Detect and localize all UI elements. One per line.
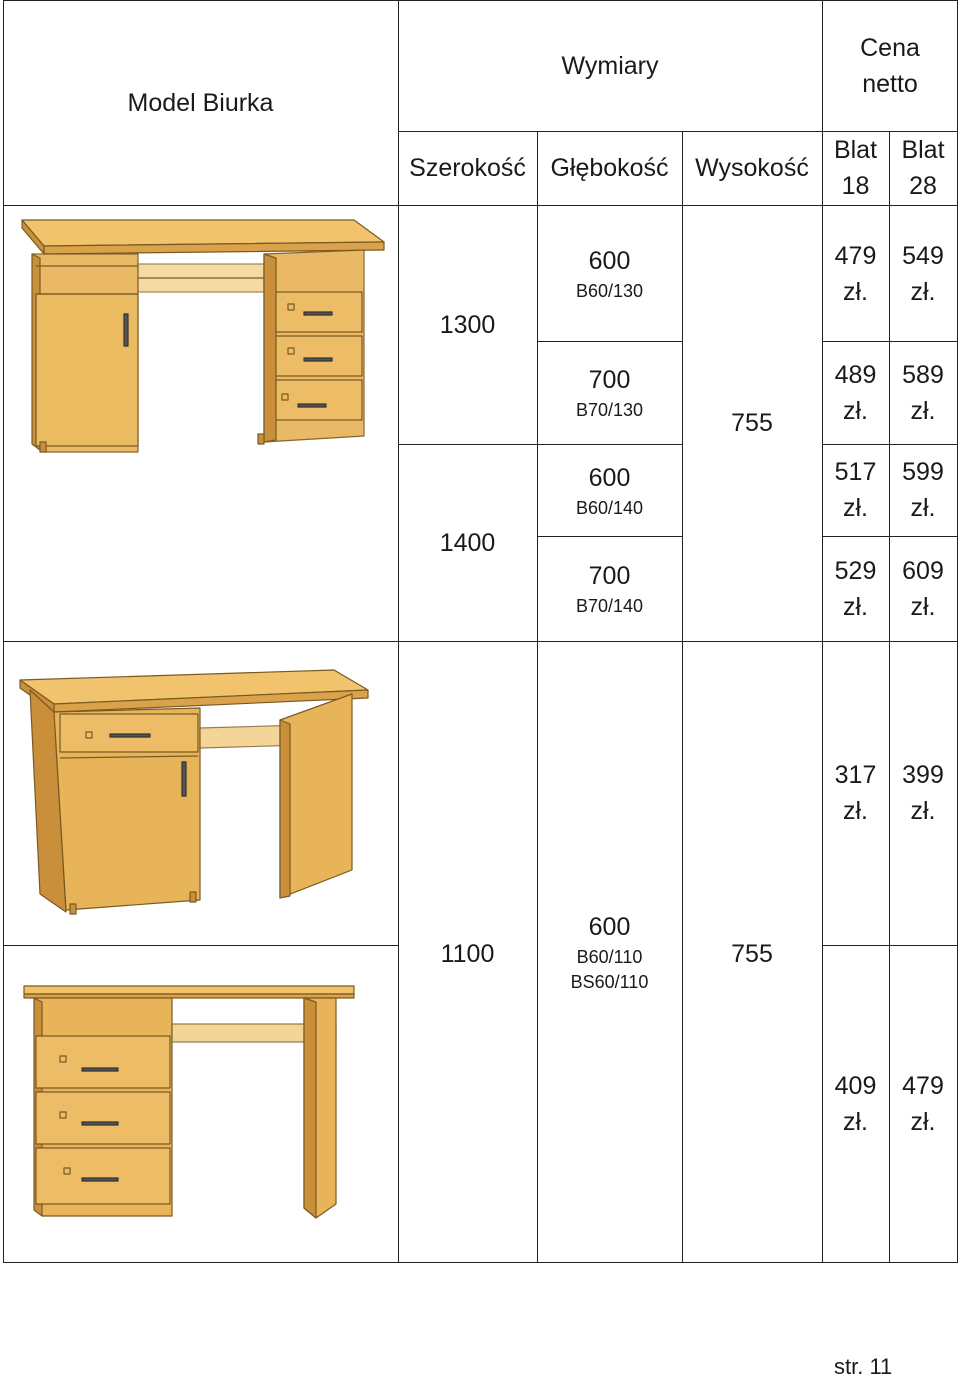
price-b18-row-1 [822,205,889,341]
price-b18-row-3 [822,444,889,536]
price-value: 399 [902,761,944,789]
page-number: str. 11 [834,1354,893,1379]
model-code: B60/130 [575,280,644,301]
currency: zł. [910,1107,936,1136]
model-code: B70/130 [575,400,644,420]
currency: zł. [910,592,936,621]
depth-row-2 [537,341,682,444]
price-b18-g2-top [822,641,889,945]
currency: zł. [910,396,936,425]
price-value: 599 [902,458,944,486]
height-value: 755 [731,939,773,968]
price-b28-row-4 [889,536,957,641]
depth-value: 600 [588,912,631,941]
price-value: 317 [834,761,877,789]
depth-value: 700 [588,562,631,590]
currency: zł. [843,1107,868,1136]
depth-label: Głębokość [550,154,669,182]
model-code: B60/140 [575,497,644,518]
price-label-line1: Cena [860,33,920,62]
price-b28-row-2 [889,341,957,444]
currency: zł. [910,278,936,306]
price-value: 409 [834,1071,877,1100]
blat18-line2: 18 [841,172,870,200]
currency: zł. [843,797,868,825]
blat18-line1: Blat [833,136,878,164]
price-b28-g2-bottom [889,945,957,1262]
height-value: 755 [731,409,773,437]
width-1300 [398,205,537,444]
width-value: 1300 [439,310,496,339]
price-value: 529 [834,556,877,585]
width-label: Szerokość [409,154,526,182]
price-b18-g2-bottom [822,945,889,1262]
header-model [3,0,398,205]
price-b18-row-2 [822,341,889,444]
currency: zł. [843,494,868,522]
blat28-line1: Blat [901,136,945,164]
model-code: BS60/110 [570,971,649,992]
header-height [682,131,822,205]
currency: zł. [843,278,868,306]
model-code: B60/110 [576,946,643,967]
header-price [822,0,958,131]
model-label: Model Biurka [127,88,274,117]
price-value: 609 [902,556,944,585]
currency: zł. [910,494,936,522]
header-width [398,131,537,205]
currency: zł. [843,396,868,425]
price-value: 517 [834,458,877,486]
price-value: 589 [902,360,944,389]
price-b28-g2-top [889,641,957,945]
dimensions-label: Wymiary [561,51,659,80]
price-value: 479 [902,1071,944,1100]
depth-value: 600 [588,463,631,492]
height-group-1 [682,205,822,641]
price-b18-row-4 [822,536,889,641]
price-value: 479 [834,242,877,270]
width-value: 1400 [439,528,496,557]
height-group-2 [682,641,822,1262]
price-value: 489 [834,360,877,389]
desk-three-drawer-image [20,982,360,1222]
depth-value: 600 [588,246,631,275]
desk-two-pedestal-image [14,214,390,458]
depth-row-1 [537,205,682,341]
width-1100 [398,641,537,1262]
desk-drawer-door-image [14,664,376,920]
depth-row-3 [537,444,682,536]
header-dimensions [398,0,822,131]
header-blat18 [822,131,889,205]
blat28-line2: 28 [909,172,937,200]
depth-row-4 [537,536,682,641]
price-b28-row-3 [889,444,957,536]
height-label: Wysokość [695,154,809,182]
currency: zł. [843,592,868,621]
header-blat28 [889,131,957,205]
depth-group-2 [537,641,682,1262]
depth-value: 700 [588,366,631,394]
header-depth [537,131,682,205]
price-label-line2: netto [862,69,918,98]
width-value: 1100 [440,939,495,968]
currency: zł. [910,797,936,825]
width-1400 [398,444,537,641]
price-value: 549 [902,242,944,270]
price-b28-row-1 [889,205,957,341]
model-code: B70/140 [575,596,644,616]
